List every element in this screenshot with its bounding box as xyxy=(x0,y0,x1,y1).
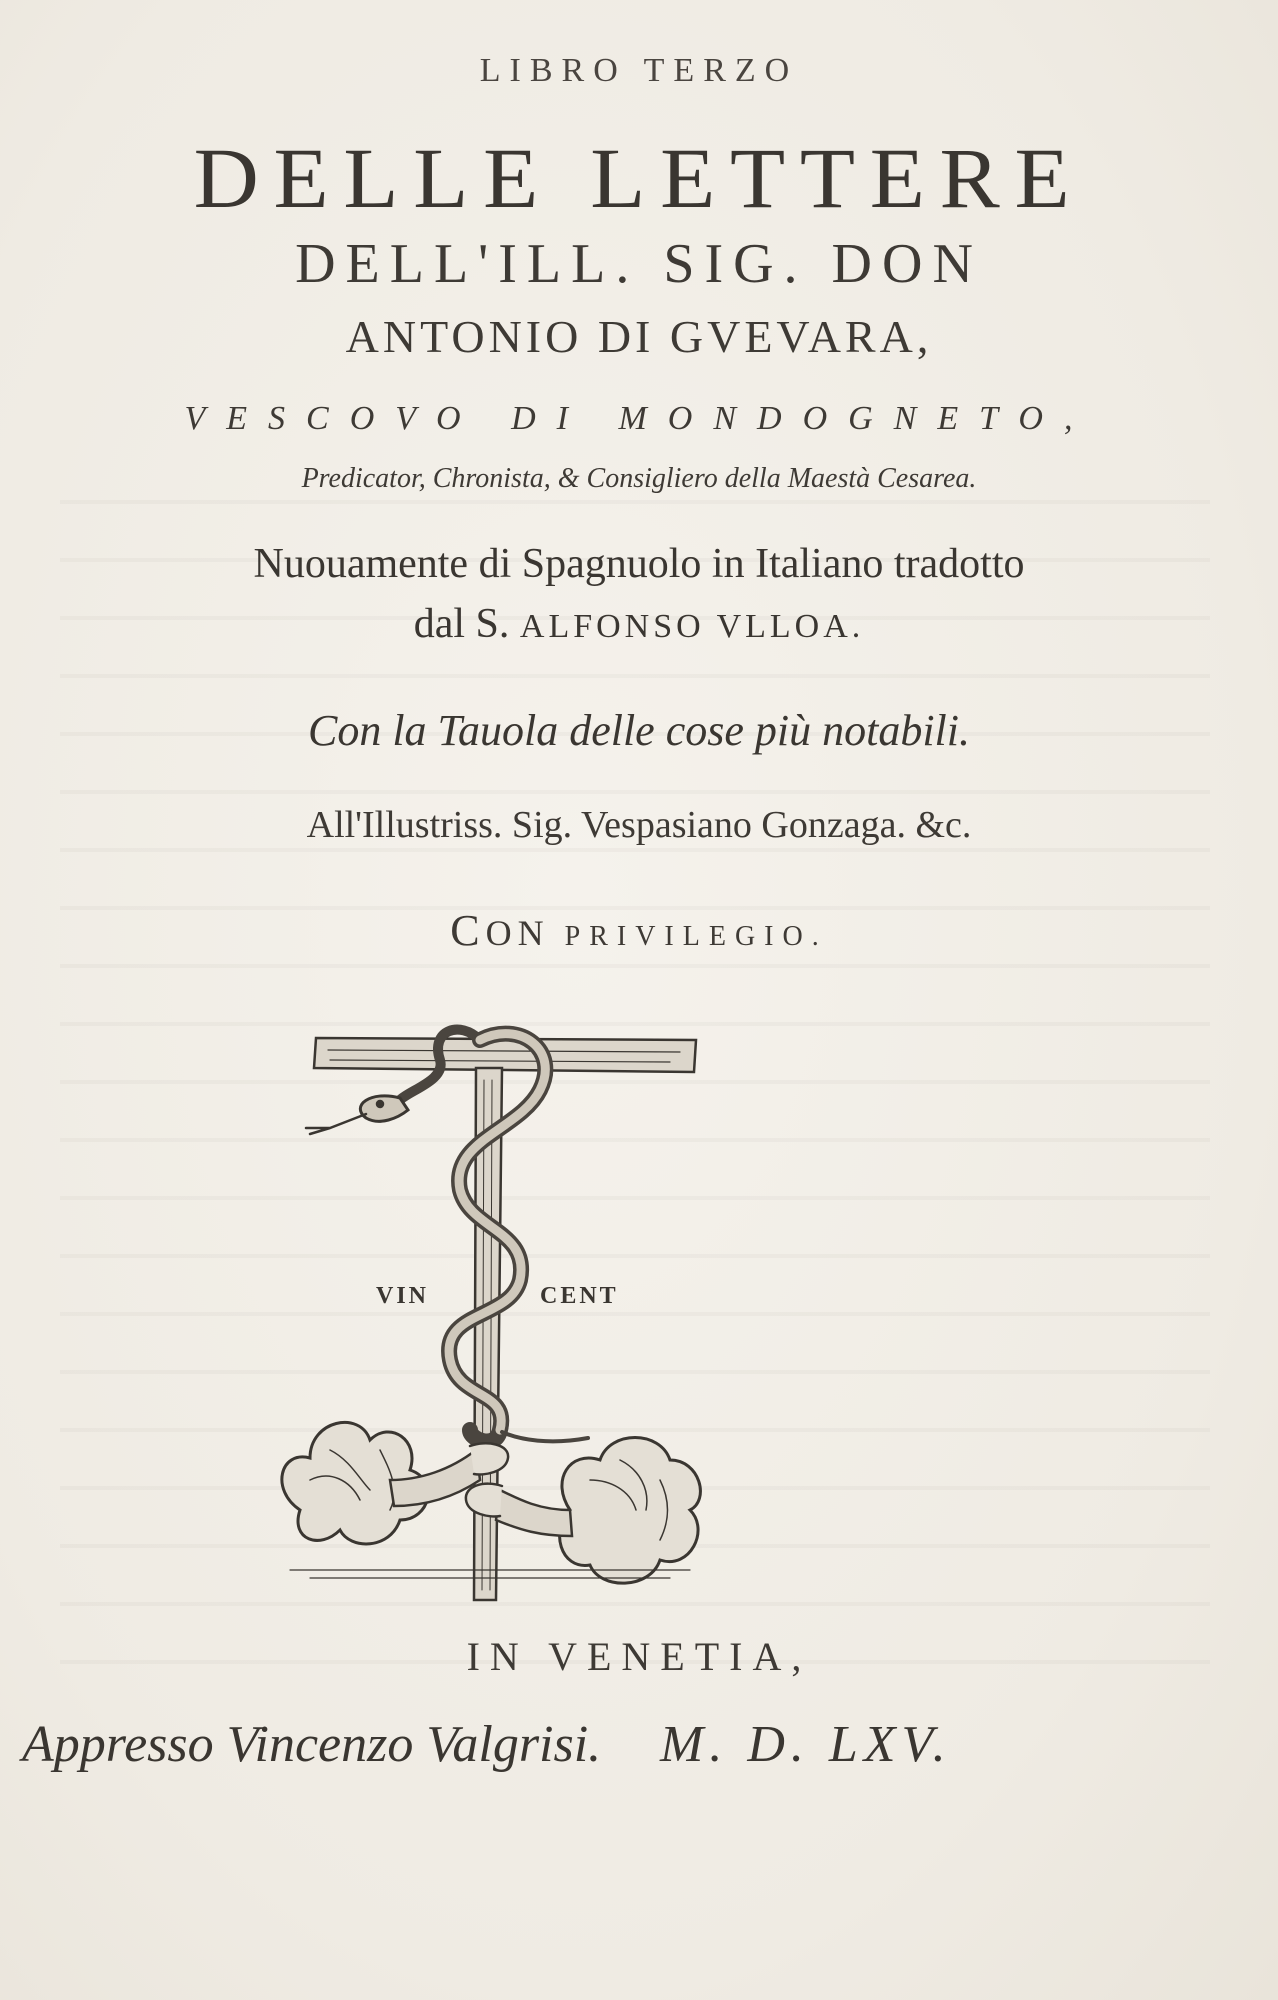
printer-mark-motto-left: VIN xyxy=(376,1283,430,1309)
privilege-word1: ON xyxy=(485,913,550,953)
printer-mark-woodcut xyxy=(270,1010,710,1610)
privilege-line xyxy=(0,905,1278,956)
main-title: DELLE LETTERE xyxy=(193,130,1085,226)
imprint-date: M. D. LXV. xyxy=(660,1716,952,1773)
privilege-word2: PRIVILEGIO. xyxy=(564,921,828,952)
translator-line xyxy=(0,600,1278,648)
translator-name: ALFONSO VLLOA. xyxy=(519,608,865,645)
index-note: Con la Tauola delle cose più notabili. xyxy=(307,706,971,755)
imprint-place: IN VENETIA, xyxy=(466,1634,812,1679)
printer-mark-motto-right: CENT xyxy=(540,1283,619,1309)
author-offices: Predicator, Chronista, & Consigliero della Maestà Cesarea. xyxy=(301,463,977,494)
author-honorific: DELL'ILL. SIG. DON xyxy=(295,233,983,295)
author-name: ANTONIO DI GVEVARA, xyxy=(345,311,933,362)
author-see: VESCOVO DI MONDOGNETO, xyxy=(184,400,1094,437)
translation-note: Nuouamente di Spagnuolo in Italiano tradotto xyxy=(253,541,1025,587)
imprint-publisher: Appresso Vincenzo Valgrisi. xyxy=(22,1716,602,1773)
book-number: LIBRO TERZO xyxy=(479,52,799,89)
dedication: All'Illustriss. Sig. Vespasiano Gonzaga. &c. xyxy=(306,804,972,846)
privilege-initial: C xyxy=(450,906,486,955)
translator-prefix: dal S. xyxy=(413,601,510,647)
